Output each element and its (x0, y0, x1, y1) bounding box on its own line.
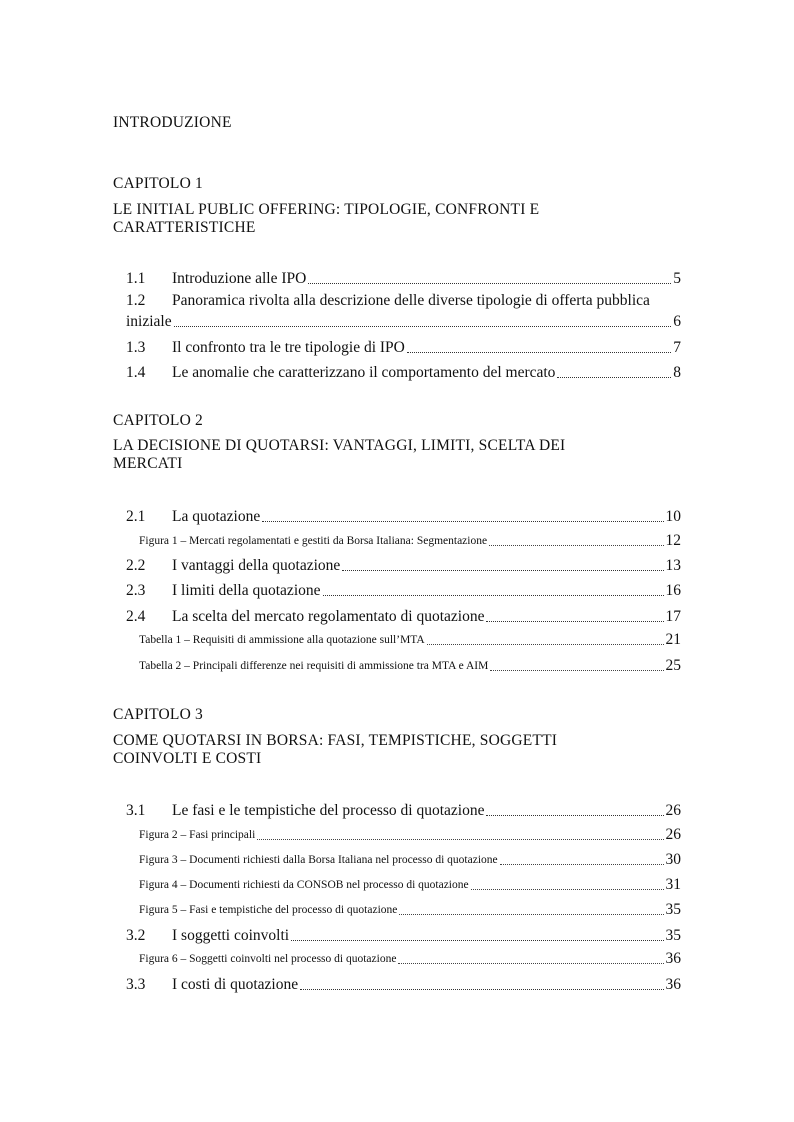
toc-figure-entry[interactable] (139, 874, 681, 892)
chapter-title: COME QUOTARSI IN BORSA: FASI, TEMPISTICHE, SOGGETTI (113, 732, 558, 749)
leader-dots (291, 940, 663, 941)
toc-entry[interactable] (126, 503, 681, 525)
page-number: 17 (665, 608, 681, 625)
leader-dots (490, 670, 663, 671)
leader-dots (557, 377, 671, 378)
page-number: 26 (665, 802, 681, 819)
table-caption: Tabella 1 – Requisiti di ammissione alla quotazione sull’MTA (139, 634, 425, 646)
page-number: 5 (673, 270, 681, 287)
toc-table-entry[interactable] (139, 655, 681, 673)
page-number: 8 (673, 364, 681, 381)
section-title: I limiti della quotazione (172, 582, 321, 599)
chapter-title: LA DECISIONE DI QUOTARSI: VANTAGGI, LIMITI, SCELTA DEI (113, 437, 566, 454)
chapter-title-continued: MERCATI (113, 455, 183, 472)
section-title: Introduzione alle IPO (172, 270, 307, 287)
page-number: 25 (665, 657, 681, 674)
figure-caption: Figura 1 – Mercati regolamentati e gestiti da Borsa Italiana: Segmentazione (139, 535, 488, 547)
page-number: 36 (665, 976, 681, 993)
leader-dots (486, 815, 663, 816)
toc-entry[interactable] (126, 797, 681, 819)
section-number: 1.2 (126, 292, 146, 309)
page-number: 16 (665, 582, 681, 599)
section-number: 3.2 (126, 927, 146, 944)
section-title: Le fasi e le tempistiche del processo di quotazione (172, 802, 485, 819)
chapter-title-continued: CARATTERISTICHE (113, 219, 256, 236)
section-title: La scelta del mercato regolamentato di quotazione (172, 608, 485, 625)
leader-dots (489, 545, 663, 546)
section-number: 3.1 (126, 802, 146, 819)
section-number: 2.4 (126, 608, 146, 625)
page-number: 6 (673, 313, 681, 330)
page-number: 7 (673, 339, 681, 356)
section-title: Panoramica rivolta alla descrizione delle diverse tipologie di offerta pubblica (172, 292, 650, 309)
section-title: I costi di quotazione (172, 976, 299, 993)
section-title-continued: iniziale (126, 313, 172, 330)
section-title: Il confronto tra le tre tipologie di IPO (172, 339, 405, 356)
leader-dots (399, 914, 663, 915)
leader-dots (500, 864, 664, 865)
chapter-title-continued: COINVOLTI E COSTI (113, 750, 262, 767)
section-number: 2.3 (126, 582, 146, 599)
toc-entry[interactable] (126, 577, 681, 599)
page-number: 21 (665, 631, 681, 648)
section-title: I vantaggi della quotazione (172, 557, 341, 574)
page-number: 36 (665, 950, 681, 967)
toc-entry[interactable] (126, 552, 681, 574)
leader-dots (323, 595, 664, 596)
section-number: 2.1 (126, 508, 146, 525)
chapter-title: LE INITIAL PUBLIC OFFERING: TIPOLOGIE, CONFRONTI E (113, 201, 540, 218)
chapter-label: CAPITOLO 1 (113, 175, 203, 192)
section-title: Le anomalie che caratterizzano il comportamento del mercato (172, 364, 556, 381)
figure-caption: Figura 4 – Documenti richiesti da CONSOB nel processo di quotazione (139, 879, 469, 891)
toc-entry-wrapped-second-line[interactable] (126, 308, 681, 330)
chapter-label: CAPITOLO 3 (113, 706, 203, 723)
section-number: 3.3 (126, 976, 146, 993)
section-title: I soggetti coinvolti (172, 927, 290, 944)
leader-dots (342, 570, 663, 571)
page-number: 26 (665, 826, 681, 843)
leader-dots (300, 989, 663, 990)
leader-dots (257, 839, 663, 840)
toc-entry[interactable] (126, 265, 681, 287)
leader-dots (471, 889, 664, 890)
leader-dots (486, 621, 663, 622)
leader-dots (398, 963, 663, 964)
toc-figure-entry[interactable] (139, 849, 681, 867)
page-number: 35 (665, 901, 681, 918)
page-number: 13 (665, 557, 681, 574)
section-number: 2.2 (126, 557, 146, 574)
chapter-label: CAPITOLO 2 (113, 412, 203, 429)
table-caption: Tabella 2 – Principali differenze nei requisiti di ammissione tra MTA e AIM (139, 660, 489, 672)
figure-caption: Figura 5 – Fasi e tempistiche del processo di quotazione (139, 904, 398, 916)
leader-dots (174, 326, 672, 327)
leader-dots (407, 352, 671, 353)
toc-table-entry[interactable] (139, 629, 681, 647)
figure-caption: Figura 3 – Documenti richiesti dalla Borsa Italiana nel processo di quotazione (139, 854, 498, 866)
toc-entry[interactable] (126, 359, 681, 381)
leader-dots (262, 521, 663, 522)
leader-dots (308, 283, 671, 284)
page-number: 10 (665, 508, 681, 525)
page-number: 35 (665, 927, 681, 944)
toc-figure-entry[interactable] (139, 948, 681, 966)
toc-figure-entry[interactable] (139, 824, 681, 842)
toc-entry[interactable] (126, 922, 681, 944)
section-number: 1.3 (126, 339, 146, 356)
section-number: 1.4 (126, 364, 146, 381)
leader-dots (427, 644, 664, 645)
page-number: 30 (665, 851, 681, 868)
page-number: 12 (665, 532, 681, 549)
toc-figure-entry[interactable] (139, 899, 681, 917)
section-number: 1.1 (126, 270, 146, 287)
toc-entry[interactable] (126, 603, 681, 625)
toc-entry[interactable] (126, 334, 681, 356)
figure-caption: Figura 6 – Soggetti coinvolti nel processo di quotazione (139, 953, 397, 965)
toc-figure-entry[interactable] (139, 530, 681, 548)
introduction-heading[interactable]: INTRODUZIONE (113, 114, 232, 131)
section-title: La quotazione (172, 508, 261, 525)
toc-entry[interactable] (126, 971, 681, 993)
page-number: 31 (665, 876, 681, 893)
figure-caption: Figura 2 – Fasi principali (139, 829, 256, 841)
